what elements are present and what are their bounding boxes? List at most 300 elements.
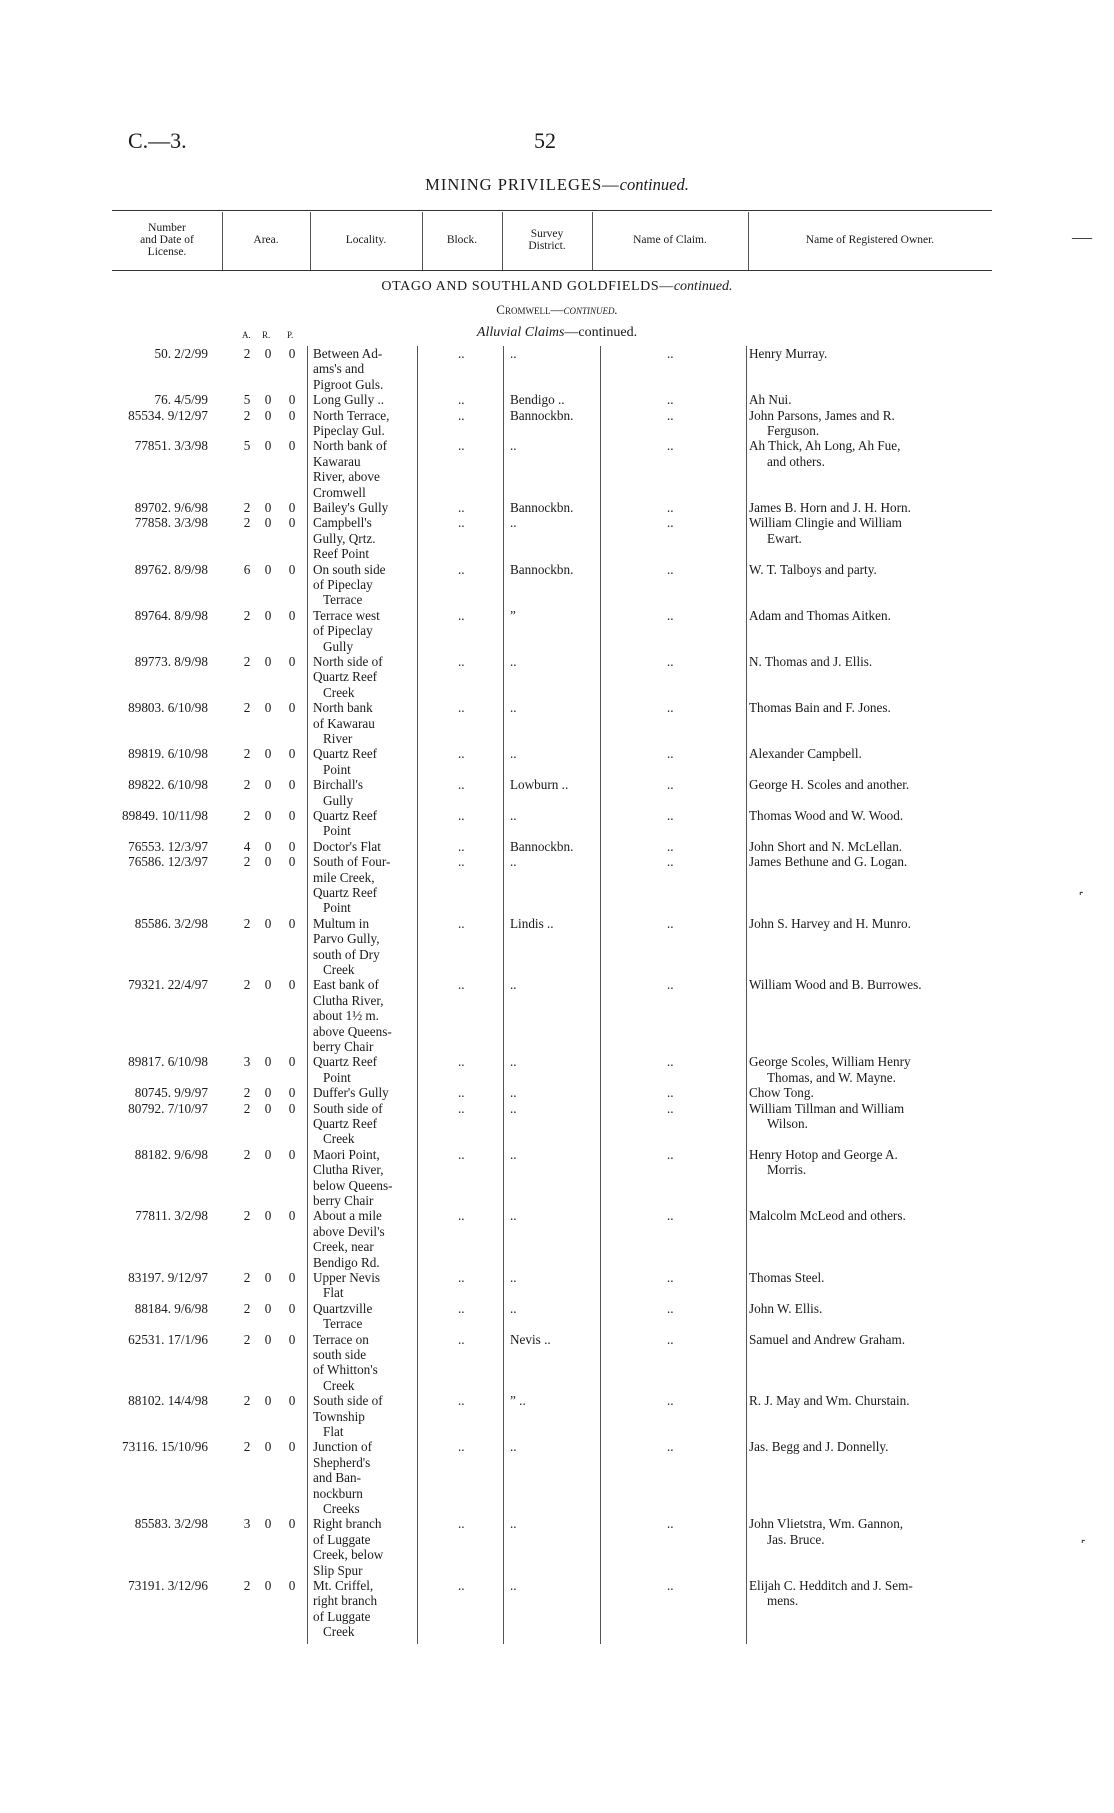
claim-name-cell: ..	[667, 977, 674, 993]
owner-line: Henry Murray.	[749, 346, 828, 361]
block-cell: ..	[458, 654, 465, 669]
locality-line: On south side	[313, 561, 386, 577]
license-number-date: 80792. 7/10/97	[128, 1100, 208, 1116]
claim-name-cell: ..	[667, 654, 674, 669]
owner-line: and others.	[767, 453, 825, 469]
area-perches: 0	[288, 808, 296, 823]
locality-line: East bank of	[313, 977, 379, 993]
claim-name-cell: ..	[667, 1085, 674, 1101]
block-cell: ..	[458, 977, 465, 993]
margin-mark: ˹	[1078, 888, 1085, 910]
registered-owner-cell	[749, 1439, 981, 1454]
area-perches: 0	[288, 1331, 296, 1347]
owner-line: John Short and N. McLellan.	[749, 838, 903, 854]
survey-district-cell: ..	[510, 746, 517, 762]
area-acres: 2	[243, 915, 251, 931]
area-roods: 0	[264, 1331, 272, 1347]
owner-line: John Parsons, James and R.	[749, 407, 895, 423]
locality-line: Point	[323, 1069, 351, 1085]
locality-line: Shepherd's	[313, 1454, 371, 1470]
header-separator	[748, 212, 749, 270]
locality-cell	[313, 777, 413, 808]
owner-line: James Bethune and G. Logan.	[749, 854, 908, 870]
registered-owner-cell	[749, 1270, 981, 1285]
license-number-date: 77858. 3/3/98	[134, 515, 208, 531]
license-number-date: 76553. 12/3/97	[128, 838, 208, 854]
survey-district-cell: ..	[510, 1085, 517, 1101]
owner-line: Ah Thick, Ah Long, Ah Fue,	[749, 438, 901, 454]
owner-line: William Wood and B. Burrowes.	[749, 977, 922, 993]
claim-name-cell: ..	[667, 808, 674, 823]
area-roods: 0	[264, 500, 272, 515]
survey-district-cell: ..	[510, 1100, 517, 1116]
survey-district-cell: ..	[510, 854, 517, 870]
block-cell: ..	[458, 1439, 465, 1455]
registered-owner-cell	[749, 500, 981, 515]
area-acres: 4	[243, 838, 251, 854]
license-number-date: 89819. 6/10/98	[128, 746, 208, 762]
area-acres: 2	[243, 1439, 251, 1455]
area-acres: 2	[243, 977, 251, 993]
area-unit-perches: P.	[287, 330, 294, 340]
section-heading-goldfields: OTAGO AND SOUTHLAND GOLDFIELDS—continued.	[381, 279, 733, 294]
area-roods: 0	[264, 777, 272, 793]
locality-line: Long Gully ..	[313, 392, 385, 408]
area-unit-roods: R.	[262, 330, 271, 340]
license-number-date: 89773. 8/9/98	[134, 654, 208, 669]
area-acres: 2	[243, 1208, 251, 1224]
section-heading-claims: Alluvial Claims—continued.	[476, 325, 638, 340]
locality-line: Quartz Reef	[313, 746, 378, 762]
area-roods: 0	[264, 654, 272, 669]
claim-name-cell: ..	[667, 854, 674, 870]
area-roods: 0	[264, 977, 272, 993]
area-acres: 2	[243, 1100, 251, 1116]
locality-cell	[313, 916, 413, 978]
col-header-number: Number and Date of License.	[140, 222, 194, 258]
area-roods: 0	[264, 1146, 272, 1162]
survey-district-cell: ..	[510, 1270, 517, 1285]
survey-district-cell: ”	[510, 607, 516, 623]
block-cell: ..	[458, 746, 465, 762]
locality-line: south side	[313, 1347, 367, 1362]
owner-line: Ewart.	[767, 530, 802, 546]
locality-cell	[313, 1101, 413, 1147]
area-acres: 2	[243, 1085, 251, 1101]
col-header-owner: Name of Registered Owner.	[805, 234, 935, 246]
locality-line: Kawarau	[313, 453, 361, 469]
area-acres: 2	[243, 700, 251, 716]
survey-district-cell: ..	[510, 977, 517, 993]
locality-line: Pipeclay Gul.	[313, 423, 385, 438]
owner-line: Chow Tong.	[749, 1085, 814, 1101]
registered-owner-cell	[749, 1054, 981, 1085]
area-perches: 0	[288, 561, 296, 577]
owner-line: John W. Ellis.	[749, 1300, 823, 1316]
area-acres: 2	[243, 746, 251, 762]
survey-district-cell: Lowburn ..	[510, 777, 569, 793]
locality-line: Bendigo Rd.	[313, 1254, 380, 1270]
area-acres: 2	[243, 1331, 251, 1347]
locality-line: Right branch	[313, 1516, 382, 1532]
area-roods: 0	[264, 1270, 272, 1285]
license-number-date: 85534. 9/12/97	[128, 407, 208, 423]
locality-line: Reef Point	[313, 546, 370, 562]
section-heading-district: Cromwell—continued.	[496, 302, 618, 317]
locality-line: Maori Point,	[313, 1146, 380, 1162]
area-acres: 2	[243, 777, 251, 793]
registered-owner-cell	[749, 392, 981, 407]
locality-line: River	[323, 731, 353, 746]
license-number-date: 88184. 9/6/98	[134, 1300, 208, 1316]
margin-mark: ˹	[1080, 1536, 1087, 1558]
claim-name-cell: ..	[667, 915, 674, 931]
owner-line: R. J. May and Wm. Churstain.	[749, 1393, 910, 1409]
area-perches: 0	[288, 1100, 296, 1116]
owner-line: James B. Horn and J. H. Horn.	[749, 500, 911, 515]
survey-district-cell: Lindis ..	[510, 915, 554, 931]
locality-line: Quartzville	[313, 1300, 373, 1316]
locality-line: Creek	[323, 1624, 355, 1640]
locality-cell	[313, 839, 413, 854]
column-rule	[417, 346, 418, 1644]
claim-name-cell: ..	[667, 1439, 674, 1455]
block-cell: ..	[458, 854, 465, 870]
locality-cell	[313, 1439, 413, 1516]
owner-line: Henry Hotop and George A.	[749, 1146, 898, 1162]
claim-name-cell: ..	[667, 1208, 674, 1224]
area-acres: 2	[243, 1146, 251, 1162]
area-perches: 0	[288, 1146, 296, 1162]
survey-district-cell: ..	[510, 700, 517, 716]
registered-owner-cell	[749, 654, 981, 669]
area-roods: 0	[264, 392, 272, 408]
area-roods: 0	[264, 808, 272, 823]
area-roods: 0	[264, 1085, 272, 1101]
locality-line: South side of	[313, 1393, 383, 1409]
claim-name-cell: ..	[667, 1146, 674, 1162]
claim-name-cell: ..	[667, 500, 674, 515]
registered-owner-cell	[749, 1101, 981, 1132]
locality-cell	[313, 1085, 413, 1100]
block-cell: ..	[458, 700, 465, 716]
survey-district-cell: ..	[510, 1146, 517, 1162]
claim-name-cell: ..	[667, 515, 674, 531]
block-cell: ..	[458, 1100, 465, 1116]
header-bottom-rule	[112, 270, 992, 271]
locality-line: South of Four-	[313, 854, 391, 870]
locality-line: Multum in	[313, 915, 370, 931]
survey-district-cell: ..	[510, 1054, 517, 1070]
license-number-date: 89702. 9/6/98	[134, 500, 208, 515]
locality-line: North Terrace,	[313, 407, 390, 423]
registered-owner-cell	[749, 1208, 981, 1223]
header-separator	[592, 212, 593, 270]
col-header-survey: Survey District.	[528, 228, 566, 252]
registered-owner-cell	[749, 515, 981, 546]
locality-line: Creek	[323, 1131, 355, 1147]
area-perches: 0	[288, 1208, 296, 1224]
block-cell: ..	[458, 607, 465, 623]
locality-line: Parvo Gully,	[313, 931, 380, 947]
survey-district-cell: ..	[510, 438, 517, 454]
registered-owner-cell	[749, 916, 981, 931]
area-perches: 0	[288, 1516, 296, 1532]
area-perches: 0	[288, 500, 296, 515]
owner-line: John S. Harvey and H. Munro.	[749, 915, 911, 931]
survey-district-cell: ..	[510, 1208, 517, 1224]
column-rule	[600, 346, 601, 1644]
license-number-date: 89762. 8/9/98	[134, 561, 208, 577]
license-number-date: 89822. 6/10/98	[128, 777, 208, 793]
block-cell: ..	[458, 407, 465, 423]
owner-line: Thomas Bain and F. Jones.	[749, 700, 891, 716]
survey-district-cell: Bannockbn.	[510, 838, 574, 854]
header-top-rule	[112, 210, 992, 211]
license-number-date: 73116. 15/10/96	[122, 1439, 208, 1455]
registered-owner-cell	[749, 839, 981, 854]
block-cell: ..	[458, 777, 465, 793]
survey-district-cell: ..	[510, 515, 517, 531]
registered-owner-cell	[749, 700, 981, 715]
locality-line: berry Chair	[313, 1039, 374, 1055]
area-roods: 0	[264, 561, 272, 577]
area-perches: 0	[288, 977, 296, 993]
area-perches: 0	[288, 1439, 296, 1455]
area-perches: 0	[288, 915, 296, 931]
registered-owner-cell	[749, 777, 981, 792]
claim-name-cell: ..	[667, 346, 674, 361]
column-rule	[503, 346, 504, 1644]
locality-cell	[313, 438, 413, 500]
locality-line: nockburn	[313, 1485, 363, 1501]
locality-line: Pigroot Guls.	[313, 376, 384, 392]
locality-cell	[313, 977, 413, 1054]
registered-owner-cell	[749, 1085, 981, 1100]
area-acres: 5	[243, 438, 251, 454]
parliamentary-paper-ref: C.—3.	[128, 128, 187, 153]
locality-line: of Whitton's	[313, 1362, 378, 1378]
area-perches: 0	[288, 746, 296, 762]
claim-name-cell: ..	[667, 777, 674, 793]
area-acres: 2	[243, 1578, 251, 1593]
column-rule	[307, 346, 308, 1644]
owner-line: Jas. Begg and J. Donnelly.	[749, 1439, 889, 1455]
area-acres: 2	[243, 500, 251, 515]
locality-line: above Queens-	[313, 1023, 392, 1039]
locality-cell	[313, 746, 413, 777]
survey-district-cell: Bannockbn.	[510, 561, 574, 577]
locality-cell	[313, 700, 413, 746]
registered-owner-cell	[749, 854, 981, 869]
locality-cell	[313, 654, 413, 700]
area-perches: 0	[288, 1085, 296, 1101]
license-number-date: 85583. 3/2/98	[134, 1516, 208, 1532]
block-cell: ..	[458, 346, 465, 361]
col-header-claim: Name of Claim.	[633, 234, 707, 246]
area-perches: 0	[288, 654, 296, 669]
license-number-date: 83197. 9/12/97	[128, 1270, 208, 1285]
area-perches: 0	[288, 407, 296, 423]
locality-line: Creeks	[323, 1501, 360, 1517]
area-roods: 0	[264, 915, 272, 931]
locality-cell	[313, 1208, 413, 1270]
locality-line: of Pipeclay	[313, 623, 373, 639]
locality-cell	[313, 408, 413, 439]
locality-cell	[313, 1393, 413, 1439]
locality-line: Junction of	[313, 1439, 372, 1455]
area-roods: 0	[264, 700, 272, 716]
survey-district-cell: Bendigo ..	[510, 392, 565, 408]
area-acres: 2	[243, 346, 251, 361]
locality-line: mile Creek,	[313, 869, 375, 885]
locality-line: south of Dry	[313, 946, 380, 962]
area-perches: 0	[288, 700, 296, 716]
locality-line: Cromwell	[313, 484, 366, 500]
locality-line: of Luggate	[313, 1531, 371, 1547]
claim-name-cell: ..	[667, 746, 674, 762]
area-perches: 0	[288, 515, 296, 531]
area-acres: 2	[243, 407, 251, 423]
locality-line: Clutha River,	[313, 1162, 384, 1178]
locality-line: Flat	[323, 1285, 344, 1301]
header-separator	[502, 212, 503, 270]
col-header-block: Block.	[446, 234, 478, 246]
license-number-date: 77811. 3/2/98	[135, 1208, 208, 1224]
area-roods: 0	[264, 607, 272, 623]
block-cell: ..	[458, 808, 465, 823]
locality-line: ams's and	[313, 361, 365, 377]
owner-line: Adam and Thomas Aitken.	[749, 607, 891, 623]
area-acres: 5	[243, 392, 251, 408]
area-perches: 0	[288, 854, 296, 870]
locality-cell	[313, 608, 413, 654]
area-perches: 0	[288, 607, 296, 623]
license-number-date: 76. 4/5/99	[154, 392, 208, 408]
locality-line: of Pipeclay	[313, 577, 373, 592]
license-number-date: 89849. 10/11/98	[122, 808, 208, 823]
block-cell: ..	[458, 1085, 465, 1101]
locality-line: Gully	[323, 638, 354, 654]
block-cell: ..	[458, 915, 465, 931]
registered-owner-cell	[749, 977, 981, 992]
locality-line: Quartz Reef	[313, 1054, 378, 1070]
locality-cell	[313, 1332, 413, 1394]
owner-line: Morris.	[767, 1162, 807, 1178]
owner-line: George H. Scoles and another.	[749, 777, 910, 793]
owner-line: Thomas Wood and W. Wood.	[749, 808, 904, 823]
owner-line: Thomas Steel.	[749, 1270, 825, 1285]
license-number-date: 50. 2/2/99	[154, 346, 208, 361]
area-acres: 2	[243, 515, 251, 531]
registered-owner-cell	[749, 562, 981, 577]
locality-line: right branch	[313, 1593, 378, 1609]
license-number-date: 79321. 22/4/97	[128, 977, 208, 993]
block-cell: ..	[458, 1054, 465, 1070]
owner-line: mens.	[767, 1593, 799, 1609]
locality-cell	[313, 1270, 413, 1301]
locality-line: Quartz Reef	[313, 808, 378, 823]
locality-line: North bank	[313, 700, 373, 716]
col-header-area: Area.	[253, 234, 279, 246]
area-roods: 0	[264, 346, 272, 361]
col-header-locality: Locality.	[345, 234, 387, 246]
survey-district-cell: Bannockbn.	[510, 407, 574, 423]
license-number-date: 85586. 3/2/98	[134, 915, 208, 931]
locality-line: Quartz Reef	[313, 885, 378, 900]
area-roods: 0	[264, 1578, 272, 1593]
license-number-date: 77851. 3/3/98	[134, 438, 208, 454]
claim-name-cell: ..	[667, 1516, 674, 1532]
claim-name-cell: ..	[667, 392, 674, 408]
owner-line: Malcolm McLeod and others.	[749, 1208, 906, 1224]
claim-name-cell: ..	[667, 1300, 674, 1316]
claim-name-cell: ..	[667, 1100, 674, 1116]
locality-cell	[313, 1301, 413, 1332]
locality-line: Quartz Reef	[313, 669, 378, 685]
locality-line: Duffer's Gully	[313, 1085, 389, 1101]
locality-line: about 1½ m.	[313, 1008, 379, 1024]
block-cell: ..	[458, 838, 465, 854]
locality-line: South side of	[313, 1100, 383, 1116]
locality-line: Between Ad-	[313, 346, 383, 361]
registered-owner-cell	[749, 1578, 981, 1609]
registered-owner-cell	[749, 1147, 981, 1178]
license-number-date: 73191. 3/12/96	[128, 1578, 208, 1593]
area-acres: 6	[243, 561, 251, 577]
locality-line: Point	[323, 823, 351, 839]
area-acres: 2	[243, 1300, 251, 1316]
locality-line: Mt. Criffel,	[313, 1578, 374, 1593]
area-roods: 0	[264, 1393, 272, 1409]
area-roods: 0	[264, 407, 272, 423]
locality-line: of Luggate	[313, 1608, 371, 1624]
area-perches: 0	[288, 1054, 296, 1070]
survey-district-cell: Bannockbn.	[510, 500, 574, 515]
survey-district-cell: ..	[510, 1578, 517, 1593]
header-separator	[422, 212, 423, 270]
license-number-date: 89803. 6/10/98	[128, 700, 208, 716]
locality-line: Gully, Qrtz.	[313, 530, 376, 546]
block-cell: ..	[458, 1146, 465, 1162]
area-roods: 0	[264, 438, 272, 454]
area-unit-acres: A.	[242, 330, 251, 340]
area-roods: 0	[264, 746, 272, 762]
locality-line: Birchall's	[313, 777, 363, 793]
block-cell: ..	[458, 438, 465, 454]
area-acres: 2	[243, 654, 251, 669]
registered-owner-cell	[749, 808, 981, 823]
area-perches: 0	[288, 777, 296, 793]
block-cell: ..	[458, 1393, 465, 1409]
owner-line: Ah Nui.	[749, 392, 792, 408]
registered-owner-cell	[749, 438, 981, 469]
license-number-date: 76586. 12/3/97	[128, 854, 208, 870]
owner-line: Alexander Campbell.	[749, 746, 862, 762]
locality-line: above Devil's	[313, 1223, 385, 1239]
owner-line: W. T. Talboys and party.	[749, 561, 877, 577]
owner-line: John Vlietstra, Wm. Gannon,	[749, 1516, 904, 1532]
block-cell: ..	[458, 1331, 465, 1347]
locality-line: North side of	[313, 654, 383, 669]
claim-name-cell: ..	[667, 838, 674, 854]
claim-name-cell: ..	[667, 1270, 674, 1285]
locality-line: Terrace west	[313, 607, 380, 623]
locality-line: Terrace	[323, 1316, 363, 1332]
area-roods: 0	[264, 854, 272, 870]
block-cell: ..	[458, 392, 465, 408]
registered-owner-cell	[749, 1516, 981, 1547]
